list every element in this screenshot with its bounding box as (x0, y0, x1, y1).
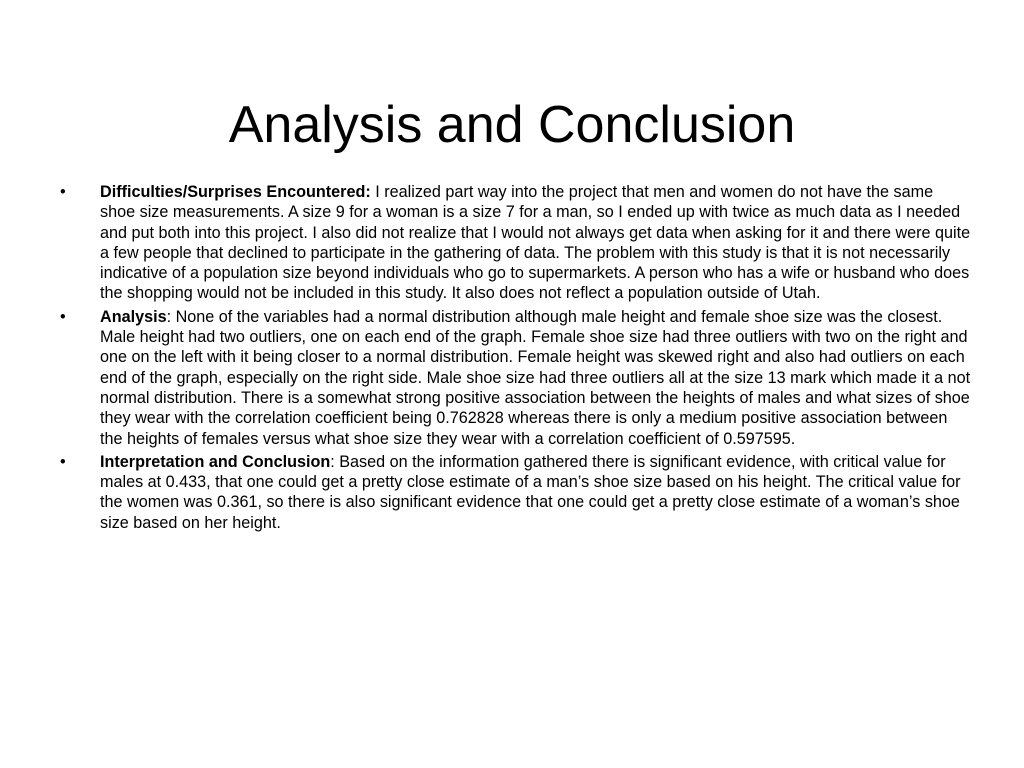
bullet-difficulties (60, 182, 972, 304)
bullet-text: : Based on the information gathered there is significant evidence, with critical value for males at 0.433, that one could get a pretty close estimate of a man’s shoe size based on his height. The critical value for the women was 0.361, so there is also significant evidence that one could get a pretty close estimate of a woman’s shoe size based on her height. (100, 452, 961, 532)
bullet-heading: Analysis (100, 307, 167, 326)
bullet-dot-icon: • (60, 183, 66, 201)
bullet-text: I realized part way into the project that men and women do not have the same shoe size measurements. A size 9 for a woman is a size 7 for a man, so I ended up with twice as much data as I needed and put both into this project. I also did not realize that I would not always get data when asking for it and there were quite a few people that declined to participate in the gathering of data. The problem with this study is that it is not necessarily indicative of a population size beyond individuals who go to supermarkets. A person who has a wife or husband who does the shopping would not be included in this study. It also does not reflect a population outside of Utah. (100, 183, 971, 303)
bullet-dot-icon: • (60, 307, 66, 326)
bullet-list (60, 182, 972, 536)
bullet-text: : None of the variables had a normal distribution although male height and female shoe size was the closest. Male height had two outliers, one on each end of the graph. Female shoe size had three outliers with two on the right and one on the left with it being closer to a normal distribution. Female height was skewed right and also had outliers on each end of the graph, especially on the right side. Male shoe size had three outliers all at the size 13 mark which made it a not normal distribution. There is a somewhat strong positive association between the heights of males and what sizes of shoe they wear with the correlation coefficient being 0.762828 whereas there is only a medium positive association between the heights of females versus what shoe size they wear with a correlation coefficient of 0.597595. (100, 307, 971, 448)
slide-title: Analysis and Conclusion (228, 95, 796, 154)
bullet-heading: Difficulties/Surprises Encountered: (100, 183, 371, 201)
bullet-conclusion (60, 452, 972, 533)
bullet-heading: Interpretation and Conclusion (100, 452, 331, 471)
bullet-analysis (60, 307, 972, 449)
bullet-dot-icon: • (60, 452, 66, 471)
